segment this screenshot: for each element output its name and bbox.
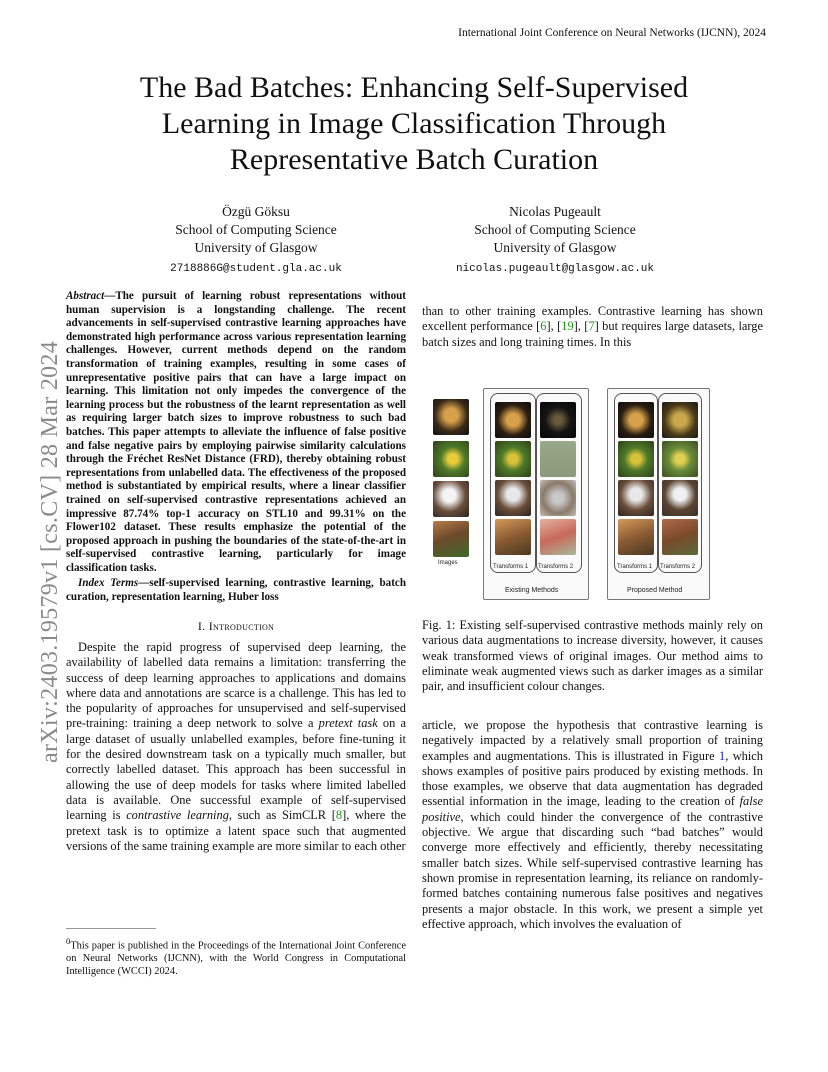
transform-thumbnail bbox=[662, 441, 698, 477]
transform-thumbnail bbox=[540, 480, 576, 516]
citation-link[interactable]: 6 bbox=[540, 319, 547, 334]
transforms-2-label: Transforms 2 bbox=[660, 564, 696, 570]
author-name: Nicolas Pugeault bbox=[509, 204, 601, 219]
abstract-label: Abstract bbox=[66, 290, 105, 302]
transform-thumbnail bbox=[540, 402, 576, 438]
figure-ref-link[interactable]: 1 bbox=[719, 748, 726, 763]
right-column-top bbox=[422, 304, 763, 350]
image-thumbnail-bird bbox=[433, 441, 469, 477]
body-text: ], [ bbox=[573, 319, 589, 334]
title-line-2: Learning in Image Classification Through bbox=[161, 107, 667, 140]
right-paragraph bbox=[422, 718, 763, 932]
body-text: article, we propose the hypothesis that contrastive learning is negatively impacted by a relatively small proportion of training examples and augmentations. This is illustrated in Figure bbox=[422, 718, 763, 763]
right-column-bottom bbox=[422, 718, 763, 932]
intro-emphasis: contrastive learning bbox=[126, 808, 229, 823]
transform-thumbnail bbox=[540, 519, 576, 555]
transforms-1-label: Transforms 1 bbox=[617, 564, 653, 570]
author-email[interactable]: 2718886G@student.gla.ac.uk bbox=[170, 263, 342, 275]
author-university: University of Glasgow bbox=[194, 240, 318, 255]
image-thumbnail-flower bbox=[433, 399, 469, 435]
proposed-method-label: Proposed Method bbox=[627, 587, 683, 594]
footnote-text: This paper is published in the Proceedings of the International Joint Conference on Neural Networks (IJCNN), with the World Congress in Computational Intelligence (WCCI) 2024. bbox=[66, 940, 406, 977]
footnote-divider bbox=[66, 928, 156, 929]
intro-paragraph bbox=[66, 640, 406, 854]
section-title: Introduction bbox=[208, 618, 275, 633]
transform-thumbnail bbox=[618, 441, 654, 477]
intro-emphasis: pretext task bbox=[318, 716, 378, 731]
transform-thumbnail bbox=[662, 519, 698, 555]
image-thumbnail-dog bbox=[433, 521, 469, 557]
body-text: ] but requires large datasets, large batch sizes and long training times. In this bbox=[422, 319, 763, 349]
transform-thumbnail bbox=[618, 519, 654, 555]
body-text: , which could hinder the convergence of the contrastive objective. We argue that discarding such “bad batches” would converge more effectively and efficiently, thereby necessitating smaller batch sizes. While self-supervised contrastive learning has shown promise in representation learning, its reliance on randomly-formed batches containing numerous false positives and negatives presents a major obstacle. In this work, we present a simple yet effective approach, which involves the evaluation of bbox=[422, 809, 763, 931]
transform-thumbnail bbox=[618, 480, 654, 516]
author-email[interactable]: nicolas.pugeault@glasgow.ac.uk bbox=[455, 263, 655, 275]
body-emphasis: false positive bbox=[422, 794, 763, 824]
section-heading-introduction bbox=[66, 619, 406, 634]
footnote bbox=[66, 935, 406, 978]
author-university: University of Glasgow bbox=[493, 240, 617, 255]
image-thumbnail-eagle bbox=[433, 481, 469, 517]
abstract bbox=[66, 290, 406, 575]
index-terms bbox=[66, 577, 406, 604]
title-line-3: Representative Batch Curation bbox=[229, 143, 599, 176]
body-text: ], [ bbox=[546, 319, 562, 334]
figure-1 bbox=[430, 388, 730, 600]
transform-thumbnail bbox=[662, 402, 698, 438]
figure-caption: Fig. 1: Existing self-supervised contrastive methods mainly rely on various data augmentations to increase diversity, however, it causes weak transformed views of original images. Our method aims to eliminate weak augmented views such as darker images as a similar pair, and insufficient colour changes. bbox=[422, 618, 763, 694]
intro-text: Despite the rapid progress of supervised deep learning, the availability of labelled data remains a limitation: transferring the success of deep learning approaches to applications and domains where data and annotations are scarce is a challenge. This has led to the popularity of approaches for unsupervised and self-supervised pre-training: training a deep network to solve a bbox=[66, 639, 406, 731]
paper-title bbox=[70, 70, 758, 178]
conference-header: International Joint Conference on Neural Networks (IJCNN), 2024 bbox=[458, 27, 766, 39]
images-label: Images bbox=[438, 560, 458, 566]
author-block-2 bbox=[405, 203, 705, 278]
citation-link[interactable]: 7 bbox=[588, 319, 595, 334]
section-number: I. bbox=[197, 618, 206, 633]
author-dept: School of Computing Science bbox=[474, 222, 636, 237]
citation-link[interactable]: 19 bbox=[561, 319, 574, 334]
transform-thumbnail bbox=[540, 441, 576, 477]
left-column bbox=[66, 290, 406, 854]
transform-thumbnail bbox=[495, 402, 531, 438]
intro-text: , such as SimCLR [ bbox=[228, 808, 336, 823]
transforms-2-label: Transforms 2 bbox=[538, 564, 574, 570]
arxiv-stamp[interactable]: arXiv:2403.19579v1 [cs.CV] 28 Mar 2024 bbox=[37, 340, 63, 763]
transforms-1-label: Transforms 1 bbox=[493, 564, 529, 570]
intro-text: on a large dataset of usually unlabelled examples, before fine-tuning it for the desired downstream task on a typically much smaller, but correctly labelled dataset. This approach has been successful in allowing the use of deep models for tasks where limited labelled data is available. One successful example of self-supervised learning is bbox=[66, 716, 406, 823]
transform-thumbnail bbox=[495, 519, 531, 555]
existing-methods-label: Existing Methods bbox=[505, 587, 559, 594]
transform-thumbnail bbox=[618, 402, 654, 438]
index-terms-label: Index Terms bbox=[78, 577, 139, 590]
arxiv-stamp-container bbox=[21, 283, 63, 763]
abstract-text: —The pursuit of learning robust representations without human supervision is a longstanding challenge. The recent advancements in self-supervised contrastive learning approaches have demonstrated high performance across various representation learning challenges. However, current methods depend on the random transformation of training examples, resulting in some cases of unrepresentative positive pairs that can have a large impact on learning. This limitation not only impedes the convergence of the learning process but the robustness of the learnt representation as well as requiring larger batch sizes to improve robustness to such bad batches. This paper attempts to alleviate the influence of false positive and false negative pairs by employing pairwise similarity calculations through the Fréchet ResNet Distance (FRD), thereby obtaining robust representations from unlabelled data. The effectiveness of the proposed method is substantiated by empirical results, where a linear classifier trained on self-supervised contrastive representations achieved an impressive 87.74% top-1 accuracy on STL10 and 99.31% on the Flower102 dataset. These results emphasize the potential of the proposed approach in pushing the boundaries of the state-of-the-art in self-supervised contrastive learning, particularly for image classification tasks. bbox=[66, 290, 406, 574]
body-text: than to other training examples. Contrastive learning has shown excellent performance [ bbox=[422, 304, 763, 334]
transform-thumbnail bbox=[495, 480, 531, 516]
transform-thumbnail bbox=[495, 441, 531, 477]
index-terms-text: —self-supervised learning, contrastive learning, batch curation, representation learning, Huber loss bbox=[66, 577, 406, 604]
right-paragraph bbox=[422, 304, 763, 350]
citation-link[interactable]: 8 bbox=[335, 808, 343, 823]
transform-thumbnail bbox=[662, 480, 698, 516]
author-block-1 bbox=[106, 203, 406, 278]
intro-text: ], where the pretext task is to optimize a latent space such that augmented versions of the same training example are more similar to each other bbox=[66, 808, 407, 853]
footnote-mark: 0 bbox=[66, 936, 71, 946]
body-text: , which shows examples of positive pairs produced by existing methods. In those examples, we observe that data augmentation has degraded essential information in the image, leading to the creation of bbox=[422, 748, 763, 809]
author-name: Özgü Göksu bbox=[222, 204, 290, 219]
title-line-1: The Bad Batches: Enhancing Self-Supervised bbox=[139, 71, 689, 104]
author-dept: School of Computing Science bbox=[175, 222, 337, 237]
